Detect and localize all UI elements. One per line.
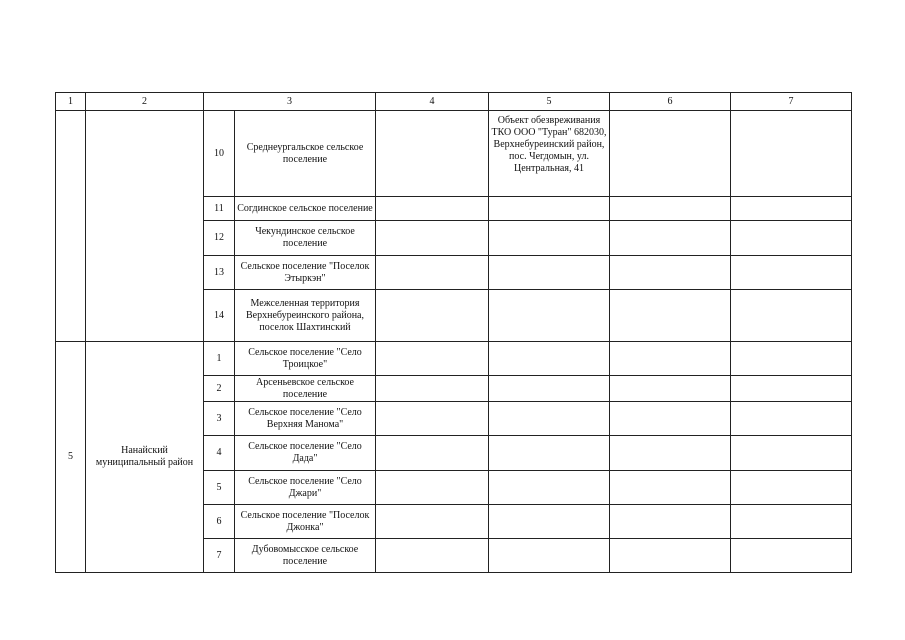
col5-cell — [489, 256, 610, 290]
col7-cell — [731, 402, 852, 436]
col7-cell — [731, 197, 852, 221]
col4-cell — [376, 290, 489, 342]
col7-cell — [731, 376, 852, 402]
settlement-name: Сельское поселение "Село Верхняя Манома" — [235, 402, 376, 436]
header-cell-4: 4 — [376, 93, 489, 111]
col4-cell — [376, 436, 489, 471]
col4-cell — [376, 471, 489, 505]
settlement-name: Чекундинское сельское поселение — [235, 221, 376, 256]
col4-cell — [376, 402, 489, 436]
col7-cell — [731, 290, 852, 342]
table-row — [56, 342, 852, 376]
col6-cell — [610, 471, 731, 505]
district-name-cell: Нанайский муниципальный район — [86, 342, 204, 573]
col7-cell — [731, 221, 852, 256]
col6-cell — [610, 436, 731, 471]
col6-cell — [610, 342, 731, 376]
col5-cell — [489, 402, 610, 436]
col6-cell — [610, 221, 731, 256]
col4-cell — [376, 197, 489, 221]
col5-cell — [489, 436, 610, 471]
settlement-number: 14 — [204, 290, 235, 342]
settlement-name: Сельское поселение "Село Джари" — [235, 471, 376, 505]
header-cell-6: 6 — [610, 93, 731, 111]
col6-cell — [610, 376, 731, 402]
settlement-number: 11 — [204, 197, 235, 221]
col5-cell — [489, 376, 610, 402]
col5-cell — [489, 471, 610, 505]
col7-cell — [731, 505, 852, 539]
table-row — [56, 111, 852, 197]
col4-cell — [376, 256, 489, 290]
settlement-name: Среднеургальское сельское поселение — [235, 111, 376, 197]
col5-cell — [489, 197, 610, 221]
settlement-number: 3 — [204, 402, 235, 436]
col4-cell — [376, 342, 489, 376]
col5-cell — [489, 342, 610, 376]
settlement-name: Сельское поселение "Поселок Джонка" — [235, 505, 376, 539]
settlement-number: 7 — [204, 539, 235, 573]
col7-cell — [731, 342, 852, 376]
col6-cell — [610, 197, 731, 221]
col5-cell — [489, 539, 610, 573]
settlement-name: Межселенная территория Верхнебуреинского района, поселок Шахтинский — [235, 290, 376, 342]
col6-cell — [610, 402, 731, 436]
settlement-number: 5 — [204, 471, 235, 505]
col4-cell — [376, 505, 489, 539]
settlement-number: 1 — [204, 342, 235, 376]
district-number-cell — [56, 111, 86, 342]
settlement-number: 10 — [204, 111, 235, 197]
document-table — [55, 92, 852, 573]
header-cell-1: 1 — [56, 93, 86, 111]
header-row — [56, 93, 852, 111]
col7-cell — [731, 471, 852, 505]
col7-cell — [731, 111, 852, 197]
header-cell-5: 5 — [489, 93, 610, 111]
settlement-name: Арсеньевское сельское поселение — [235, 376, 376, 402]
settlement-name: Сельское поселение "Село Троицкое" — [235, 342, 376, 376]
settlement-name: Согдинское сельское поселение — [235, 197, 376, 221]
district-name-cell — [86, 111, 204, 342]
col6-cell — [610, 290, 731, 342]
col4-cell — [376, 111, 489, 197]
col7-cell — [731, 436, 852, 471]
settlement-name: Сельское поселение "Село Дада" — [235, 436, 376, 471]
col7-cell — [731, 539, 852, 573]
header-cell-3: 3 — [204, 93, 376, 111]
col4-cell — [376, 539, 489, 573]
col6-cell — [610, 505, 731, 539]
district-number-cell: 5 — [56, 342, 86, 573]
header-cell-2: 2 — [86, 93, 204, 111]
col4-cell — [376, 221, 489, 256]
settlement-name: Сельское поселение "Поселок Этыркэн" — [235, 256, 376, 290]
col6-cell — [610, 111, 731, 197]
settlement-number: 6 — [204, 505, 235, 539]
settlement-number: 2 — [204, 376, 235, 402]
settlement-number: 13 — [204, 256, 235, 290]
col6-cell — [610, 539, 731, 573]
facility-cell: Объект обезвреживания ТКО ООО "Туран" 682030, Верхнебуреинский район, пос. Чегдомын, ул. Центральная, 41 — [489, 111, 610, 197]
header-cell-7: 7 — [731, 93, 852, 111]
col7-cell — [731, 256, 852, 290]
settlement-number: 4 — [204, 436, 235, 471]
col4-cell — [376, 376, 489, 402]
col6-cell — [610, 256, 731, 290]
col5-cell — [489, 221, 610, 256]
settlement-number: 12 — [204, 221, 235, 256]
col5-cell — [489, 505, 610, 539]
col5-cell — [489, 290, 610, 342]
settlement-name: Дубовомысское сельское поселение — [235, 539, 376, 573]
